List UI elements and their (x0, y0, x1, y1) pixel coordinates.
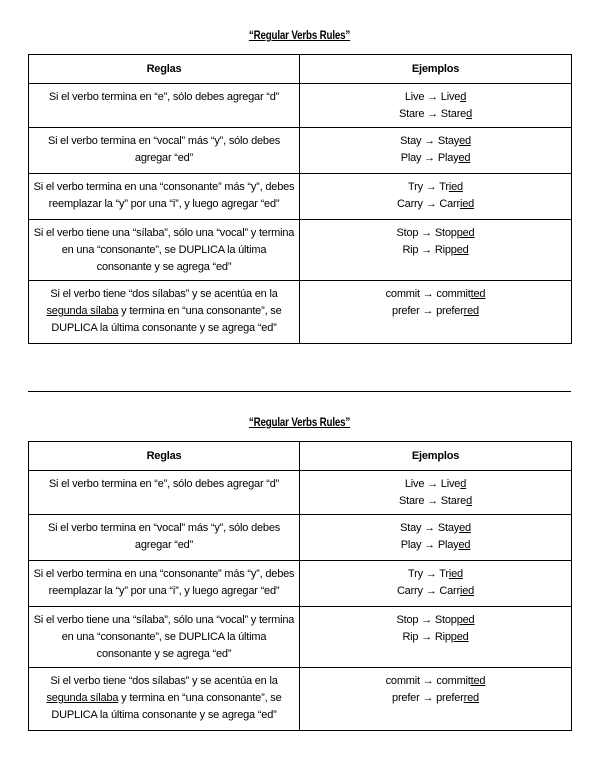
example-suffix: ed (459, 522, 471, 534)
table-row (29, 607, 572, 668)
example-line (304, 225, 567, 242)
example-cell (300, 471, 572, 515)
example-base-verb: commit (385, 675, 420, 687)
arrow-icon: → (424, 152, 435, 164)
example-cell (300, 220, 572, 281)
example-line (304, 303, 567, 320)
example-stem: Carr (439, 585, 460, 597)
rule-text: Si el verbo tiene “dos sílabas” y se acentúa en la (50, 288, 278, 300)
table-row (29, 471, 572, 515)
example-base-verb: Rip (402, 631, 419, 643)
example-suffix: d (466, 495, 473, 507)
arrow-icon: → (421, 631, 433, 643)
arrow-icon: → (424, 522, 435, 534)
arrow-icon: → (422, 305, 434, 317)
example-stem: Stay (437, 522, 460, 534)
example-stem: Stay (437, 135, 460, 147)
arrow-icon: → (421, 244, 433, 256)
arrow-icon: → (427, 91, 438, 103)
example-suffix: ied (448, 568, 463, 580)
example-base-verb: Play (400, 539, 422, 551)
example-base-verb: Stay (400, 135, 422, 147)
example-suffix: ped (450, 244, 469, 256)
example-suffix: ed (458, 152, 471, 164)
rules-section-top (28, 30, 571, 344)
example-line (304, 612, 567, 629)
rule-text: Si el verbo termina en una “consonante” más “y”, debes reemplazar la “y” por una “i”, y luego agregar “ed” (33, 568, 295, 597)
example-base-verb: prefer (392, 305, 420, 317)
arrow-icon: → (421, 227, 433, 239)
arrow-icon: → (421, 614, 433, 626)
rule-text: y termina en “una consonante”, se DUPLICA la última consonante y se agrega “ed” (51, 305, 282, 334)
arrow-icon: → (422, 692, 434, 704)
example-line (304, 629, 567, 646)
example-base-verb: Stop (396, 227, 419, 239)
example-stem: Stare (440, 108, 467, 120)
page-title: “Regular Verbs Rules” (248, 417, 351, 429)
example-suffix: ted (470, 675, 486, 687)
example-stem: Tr (439, 568, 449, 580)
example-suffix: ed (458, 539, 471, 551)
example-stem: prefer (436, 692, 464, 704)
rule-cell (29, 607, 300, 668)
table-row (29, 128, 572, 174)
rule-cell (29, 668, 300, 731)
rule-text: Si el verbo termina en “e”, sólo debes agregar “d” (48, 478, 280, 490)
example-suffix: d (460, 91, 467, 103)
rules-table (28, 54, 572, 344)
example-suffix: ied (459, 198, 475, 210)
rule-text: Si el verbo tiene una “sílaba”, sólo una “vocal” y termina en una “consonante”, se DUPLICA la última consonante y se agrega “ed” (33, 227, 295, 273)
example-base-verb: Carry (396, 198, 423, 210)
example-line (304, 566, 567, 583)
example-base-verb: Stop (396, 614, 419, 626)
rules-section-bottom (28, 417, 571, 731)
rule-text: Si el verbo termina en una “consonante” más “y”, debes reemplazar la “y” por una “i”, y luego agregar “ed” (33, 181, 295, 210)
rule-text: Si el verbo termina en “vocal” más “y”, sólo debes agregar “ed” (47, 135, 281, 164)
rules-table (28, 441, 572, 731)
header-examples: Ejemplos (300, 55, 572, 84)
example-line (304, 286, 567, 303)
header-examples: Ejemplos (300, 442, 572, 471)
table-row (29, 561, 572, 607)
rule-text: Si el verbo tiene una “sílaba”, sólo una “vocal” y termina en una “consonante”, se DUPLICA la última consonante y se agrega “ed” (33, 614, 295, 660)
example-stem: Play (437, 152, 459, 164)
page-title: “Regular Verbs Rules” (248, 30, 351, 42)
rule-cell (29, 84, 300, 128)
arrow-icon: → (427, 495, 438, 507)
example-base-verb: Stare (398, 108, 425, 120)
example-suffix: red (463, 305, 479, 317)
example-line (304, 133, 567, 150)
table-row (29, 515, 572, 561)
example-base-verb: Carry (396, 585, 423, 597)
rule-cell (29, 128, 300, 174)
example-suffix: ted (470, 288, 486, 300)
example-base-verb: Stare (398, 495, 425, 507)
arrow-icon: → (425, 585, 437, 597)
example-line (304, 520, 567, 537)
section-divider (28, 391, 571, 392)
example-stem: commit (436, 675, 471, 687)
arrow-icon: → (424, 539, 435, 551)
arrow-icon: → (425, 568, 437, 580)
arrow-icon: → (427, 478, 438, 490)
rule-text-underlined: segunda sílaba (46, 305, 119, 317)
arrow-icon: → (427, 108, 438, 120)
example-suffix: ped (450, 631, 469, 643)
example-suffix: ied (459, 585, 475, 597)
example-line (304, 179, 567, 196)
example-base-verb: Try (408, 568, 423, 580)
example-cell (300, 668, 572, 731)
example-base-verb: Live (404, 478, 425, 490)
example-line (304, 242, 567, 259)
example-cell (300, 84, 572, 128)
example-suffix: ped (456, 227, 475, 239)
example-cell (300, 515, 572, 561)
rule-text: Si el verbo tiene “dos sílabas” y se acentúa en la (50, 675, 278, 687)
example-stem: Stop (434, 614, 457, 626)
rule-cell (29, 561, 300, 607)
example-stem: Stop (434, 227, 457, 239)
example-suffix: d (460, 478, 467, 490)
example-stem: Rip (434, 244, 451, 256)
rule-cell (29, 174, 300, 220)
example-stem: Stare (440, 495, 467, 507)
example-line (304, 690, 567, 707)
example-cell (300, 607, 572, 668)
example-line (304, 89, 567, 106)
arrow-icon: → (425, 198, 437, 210)
rule-cell (29, 281, 300, 344)
arrow-icon: → (425, 181, 437, 193)
arrow-icon: → (422, 288, 434, 300)
arrow-icon: → (422, 675, 434, 687)
example-line (304, 673, 567, 690)
example-stem: Carr (439, 198, 460, 210)
rule-text-underlined: segunda sílaba (46, 692, 119, 704)
rule-text: Si el verbo termina en “e”, sólo debes agregar “d” (48, 91, 280, 103)
example-suffix: ed (459, 135, 471, 147)
arrow-icon: → (424, 135, 435, 147)
table-row (29, 281, 572, 344)
example-base-verb: Live (404, 91, 425, 103)
rule-cell (29, 515, 300, 561)
example-suffix: red (463, 692, 479, 704)
example-base-verb: Stay (400, 522, 422, 534)
example-stem: Live (440, 478, 461, 490)
example-suffix: d (466, 108, 473, 120)
example-line (304, 196, 567, 213)
example-suffix: ped (456, 614, 475, 626)
example-line (304, 150, 567, 167)
table-row (29, 220, 572, 281)
table-row (29, 174, 572, 220)
example-cell (300, 128, 572, 174)
table-row (29, 84, 572, 128)
example-line (304, 493, 567, 510)
example-stem: Play (437, 539, 459, 551)
example-base-verb: Try (408, 181, 423, 193)
example-base-verb: prefer (392, 692, 420, 704)
example-suffix: ied (448, 181, 463, 193)
example-base-verb: commit (385, 288, 420, 300)
example-line (304, 537, 567, 554)
rule-cell (29, 220, 300, 281)
example-line (304, 583, 567, 600)
example-stem: Live (440, 91, 461, 103)
table-row (29, 668, 572, 731)
example-stem: Rip (434, 631, 451, 643)
example-cell (300, 174, 572, 220)
example-line (304, 476, 567, 493)
rules-body (29, 471, 572, 731)
rule-text: y termina en “una consonante”, se DUPLICA la última consonante y se agrega “ed” (51, 692, 282, 721)
example-stem: commit (436, 288, 471, 300)
example-base-verb: Rip (402, 244, 419, 256)
rule-text: Si el verbo termina en “vocal” más “y”, sólo debes agregar “ed” (47, 522, 281, 551)
rules-body (29, 84, 572, 344)
example-stem: prefer (436, 305, 464, 317)
example-stem: Tr (439, 181, 449, 193)
example-cell (300, 561, 572, 607)
rule-cell (29, 471, 300, 515)
example-line (304, 106, 567, 123)
example-base-verb: Play (400, 152, 422, 164)
header-rules: Reglas (29, 442, 300, 471)
example-cell (300, 281, 572, 344)
header-rules: Reglas (29, 55, 300, 84)
